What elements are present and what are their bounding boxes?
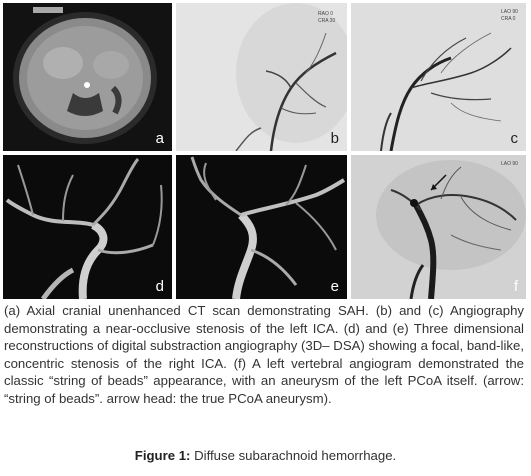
panel-b-angiography: [176, 3, 347, 151]
panel-f-vertebral-angiogram: [351, 155, 526, 299]
svg-text:CRA 0: CRA 0: [501, 16, 516, 22]
figure-description: (a) Axial cranial unenhanced CT scan demonstrating SAH. (b) and (c) Angiography demonstrating a near-occlusive stenosis of the left ICA. (d) and (e) Three dimensional reconstructions of digital substraction angiography (3D– DSA) showing a focal, band-like, concentric stenosis of the right ICA. (f) A left vertebral angiogram demonstrated the classic “string of beads” appearance, with an aneurysm of the left PCoA itself. (arrow: “string of beads”. arrow head: the true PCoA aneurysm).: [4, 303, 524, 406]
panel-d-label: d: [155, 278, 164, 295]
svg-text:LAO 90: LAO 90: [501, 9, 518, 15]
panel-f-label: f: [513, 278, 518, 295]
panel-a-label: a: [155, 130, 164, 147]
panel-a-ct-scan: [3, 3, 172, 151]
angiography-lateral-image: [351, 3, 526, 151]
figure-caption-text: Diffuse subarachnoid hemorrhage.: [190, 448, 397, 463]
panel-d-3d-dsa: [3, 155, 172, 299]
vertebral-angiogram-image: [351, 155, 526, 299]
svg-text:CRA 30: CRA 30: [318, 18, 336, 24]
figure-caption: [0, 448, 531, 463]
angiography-image: [176, 3, 347, 151]
panel-c-label: c: [510, 130, 518, 147]
panel-b-label: b: [330, 130, 339, 147]
svg-text:LAO 90: LAO 90: [501, 161, 518, 167]
panel-e-3d-dsa: [176, 155, 347, 299]
3d-dsa-reconstruction-image: [3, 155, 172, 299]
ct-scan-image: [3, 3, 172, 151]
svg-text:RAO 0: RAO 0: [318, 11, 334, 17]
3d-dsa-reconstruction-image: [176, 155, 347, 299]
panel-e-label: e: [330, 278, 339, 295]
figure-caption-prefix: Figure 1:: [134, 448, 191, 463]
panel-c-angiography: [351, 3, 526, 151]
